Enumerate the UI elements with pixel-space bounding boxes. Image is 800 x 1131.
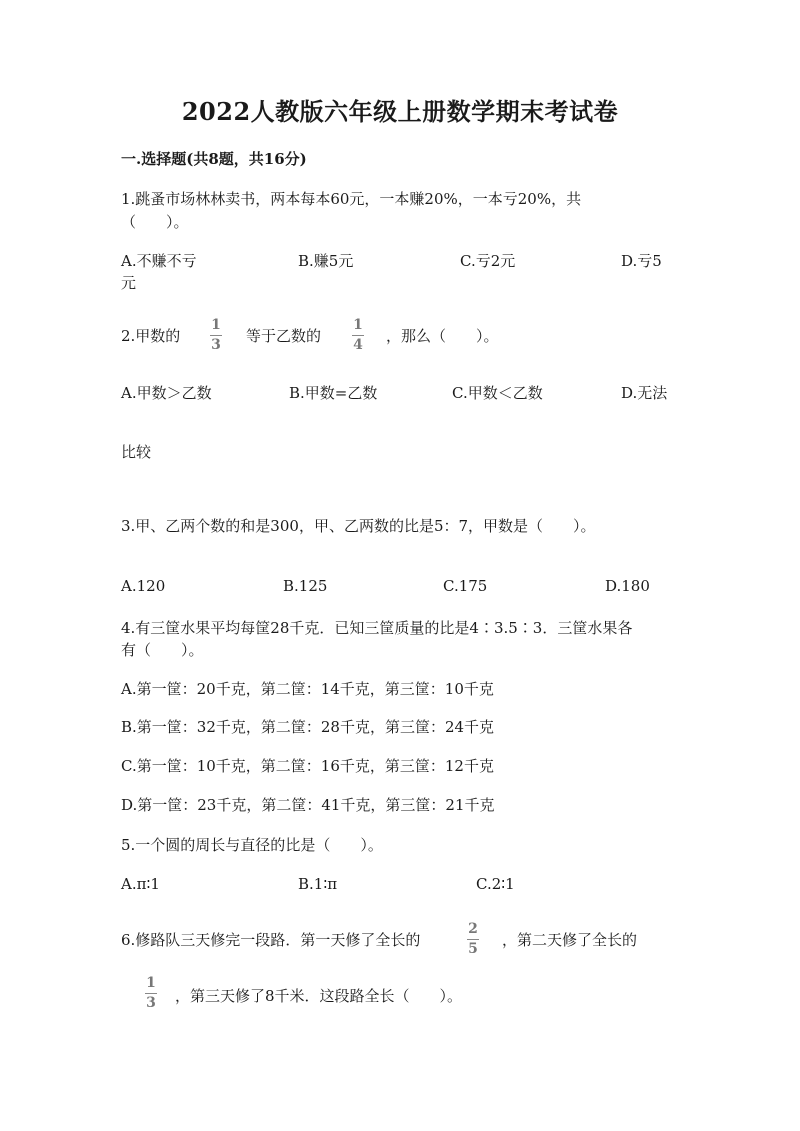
q1-line2: （ ）。 xyxy=(121,213,189,231)
q1-option-b: B.赚5元 xyxy=(298,252,354,270)
fraction-bar xyxy=(352,335,364,336)
q2-option-c: C.甲数＜乙数 xyxy=(452,384,543,402)
fraction-numerator: 1 xyxy=(146,975,156,991)
q3-text: 3.甲、乙两个数的和是300，甲、乙两数的比是5：7，甲数是（ ）。 xyxy=(121,517,596,535)
q6-line1b: ，第二天修了全长的 xyxy=(502,931,638,949)
q2-option-d: D.无法 xyxy=(621,384,668,402)
fraction-numerator: 1 xyxy=(353,317,363,333)
fraction-numerator: 1 xyxy=(211,317,221,333)
section-heading: 一.选择题(共8题，共16分) xyxy=(121,150,307,168)
q5-option-c: C.2∶1 xyxy=(476,875,515,893)
fraction-bar xyxy=(145,993,157,994)
q1-line1: 1.跳蚤市场林林卖书，两本每本60元，一本赚20%，一本亏20%，共 xyxy=(121,190,582,208)
q6-line1: 6.修路队三天修完一段路．第一天修了全长的 xyxy=(121,931,421,949)
q2-fraction-1 xyxy=(208,318,224,353)
q2-option-b: B.甲数=乙数 xyxy=(289,384,378,402)
q1-option-d-wrap: 元 xyxy=(121,274,137,292)
q3-option-a: A.120 xyxy=(121,577,166,595)
fraction-denominator: 5 xyxy=(468,941,478,957)
q4-option-d: D.第一筐：23千克，第二筐：41千克，第三筐：21千克 xyxy=(121,796,495,814)
q1-option-d: D.亏5 xyxy=(621,252,662,270)
page-title: 2022人教版六年级上册数学期末考试卷 xyxy=(181,97,619,126)
q5-text: 5.一个圆的周长与直径的比是（ ）。 xyxy=(121,836,383,854)
q3-option-b: B.125 xyxy=(283,577,328,595)
q4-option-c: C.第一筐：10千克，第二筐：16千克，第三筐：12千克 xyxy=(121,757,494,775)
q2-middle: 等于乙数的 xyxy=(246,327,322,345)
q2-option-a: A.甲数＞乙数 xyxy=(121,384,212,402)
fraction-bar xyxy=(467,939,479,940)
q1-option-a: A.不赚不亏 xyxy=(121,252,197,270)
q3-option-c: C.175 xyxy=(443,577,488,595)
q2-prefix: 2.甲数的 xyxy=(121,327,181,345)
fraction-bar xyxy=(210,335,222,336)
q2-suffix: ，那么（ ）。 xyxy=(386,327,499,345)
q1-option-c: C.亏2元 xyxy=(460,252,516,270)
q3-option-d: D.180 xyxy=(605,577,650,595)
q2-fraction-2 xyxy=(350,318,366,353)
fraction-denominator: 3 xyxy=(146,995,156,1011)
q2-option-d-wrap: 比较 xyxy=(121,443,152,461)
fraction-denominator: 4 xyxy=(353,337,363,353)
fraction-denominator: 3 xyxy=(211,337,221,353)
q5-option-b: B.1∶π xyxy=(298,875,338,893)
q4-option-a: A.第一筐：20千克，第二筐：14千克，第三筐：10千克 xyxy=(121,680,494,698)
q4-line2: 有（ ）。 xyxy=(121,641,204,659)
q6-fraction-1 xyxy=(465,922,481,957)
q6-fraction-2 xyxy=(143,976,159,1011)
fraction-numerator: 2 xyxy=(468,921,478,937)
q4-line1: 4.有三筐水果平均每筐28千克．已知三筐质量的比是4∶3.5∶3．三筐水果各 xyxy=(121,619,633,637)
q5-option-a: A.π∶1 xyxy=(121,875,160,893)
q4-option-b: B.第一筐：32千克，第二筐：28千克，第三筐：24千克 xyxy=(121,718,495,736)
q6-line2: ，第三天修了8千米．这段路全长（ ）。 xyxy=(175,987,463,1005)
